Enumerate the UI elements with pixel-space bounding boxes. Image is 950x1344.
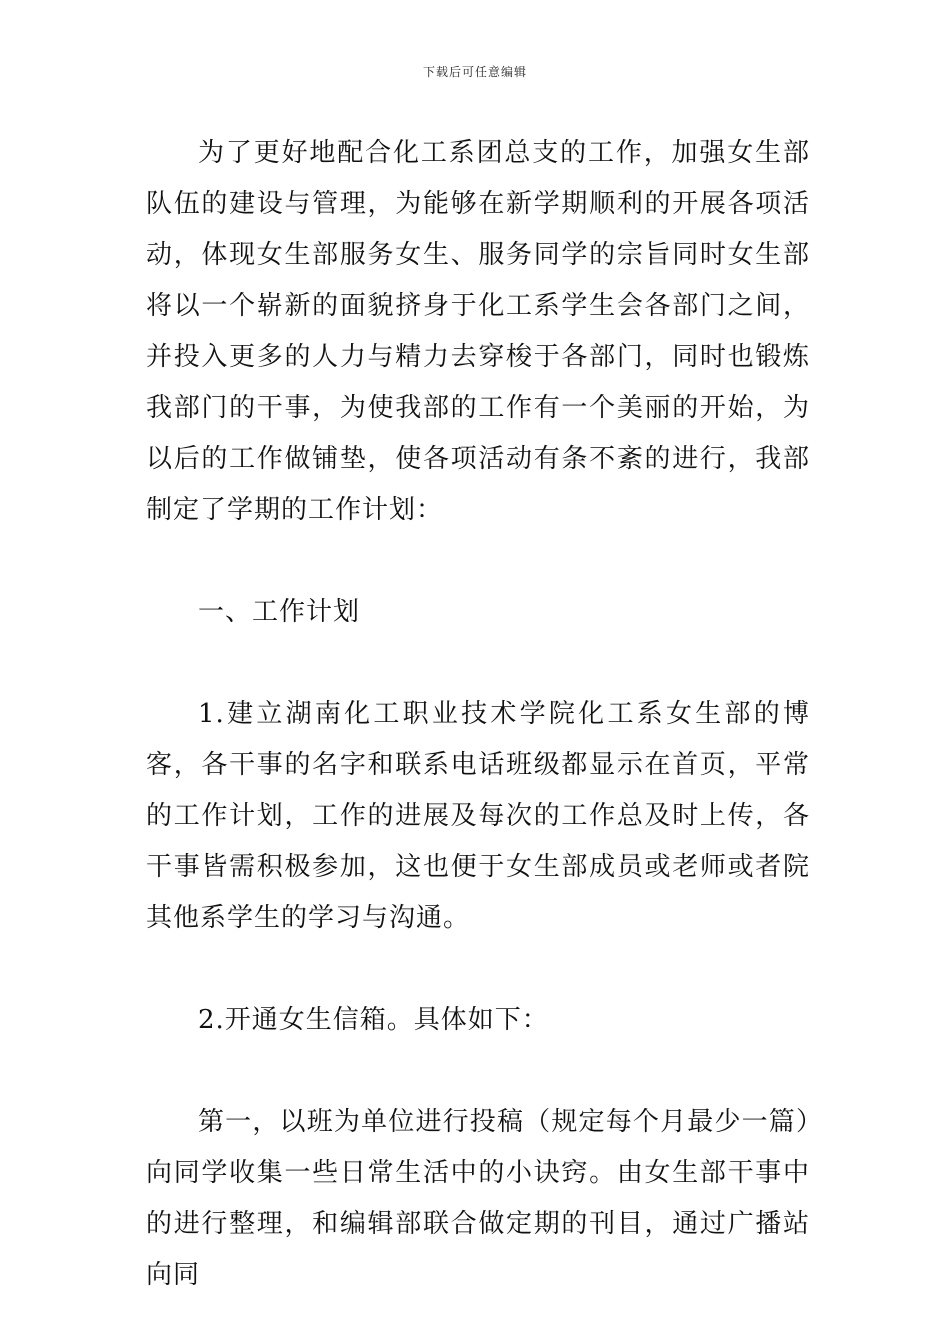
document-body bbox=[146, 128, 810, 1301]
header-note: 下载后可任意编辑 bbox=[422, 65, 527, 79]
item-1-paragraph: 1.建立湖南化工职业技术学院化工系女生部的博客，各干事的名字和联系电话班级都显示在首页，平常的工作计划，工作的进展及每次的工作总及时上传，各干事皆需积极参加，这也便于女生部成员或老师或者院其他系学生的学习与沟通。 bbox=[146, 699, 810, 933]
intro-paragraph: 为了更好地配合化工系团总支的工作，加强女生部队伍的建设与管理，为能够在新学期顺利的开展各项活动，体现女生部服务女生、服务同学的宗旨同时女生部将以一个崭新的面貌挤身于化工系学生会各部门之间，并投入更多的人力与精力去穿梭于各部门，同时也锻炼我部门的干事，为使我部的工作有一个美丽的开始，为以后的工作做铺垫，使各项活动有条不紊的进行，我部制定了学期的工作计划： bbox=[146, 138, 810, 525]
paragraph-gap bbox=[146, 536, 810, 587]
paragraph-gap bbox=[146, 944, 810, 995]
paragraph-gap bbox=[146, 638, 810, 689]
paragraph-gap bbox=[146, 1046, 810, 1097]
section-heading: 一、工作计划 bbox=[198, 597, 361, 627]
item-2-paragraph: 2.开通女生信箱。具体如下： bbox=[198, 1005, 549, 1035]
first-point-paragraph: 第一，以班为单位进行投稿（规定每个月最少一篇）向同学收集一些日常生活中的小诀窍。由女生部干事中的进行整理，和编辑部联合做定期的刊目，通过广播站向同 bbox=[146, 1107, 810, 1290]
